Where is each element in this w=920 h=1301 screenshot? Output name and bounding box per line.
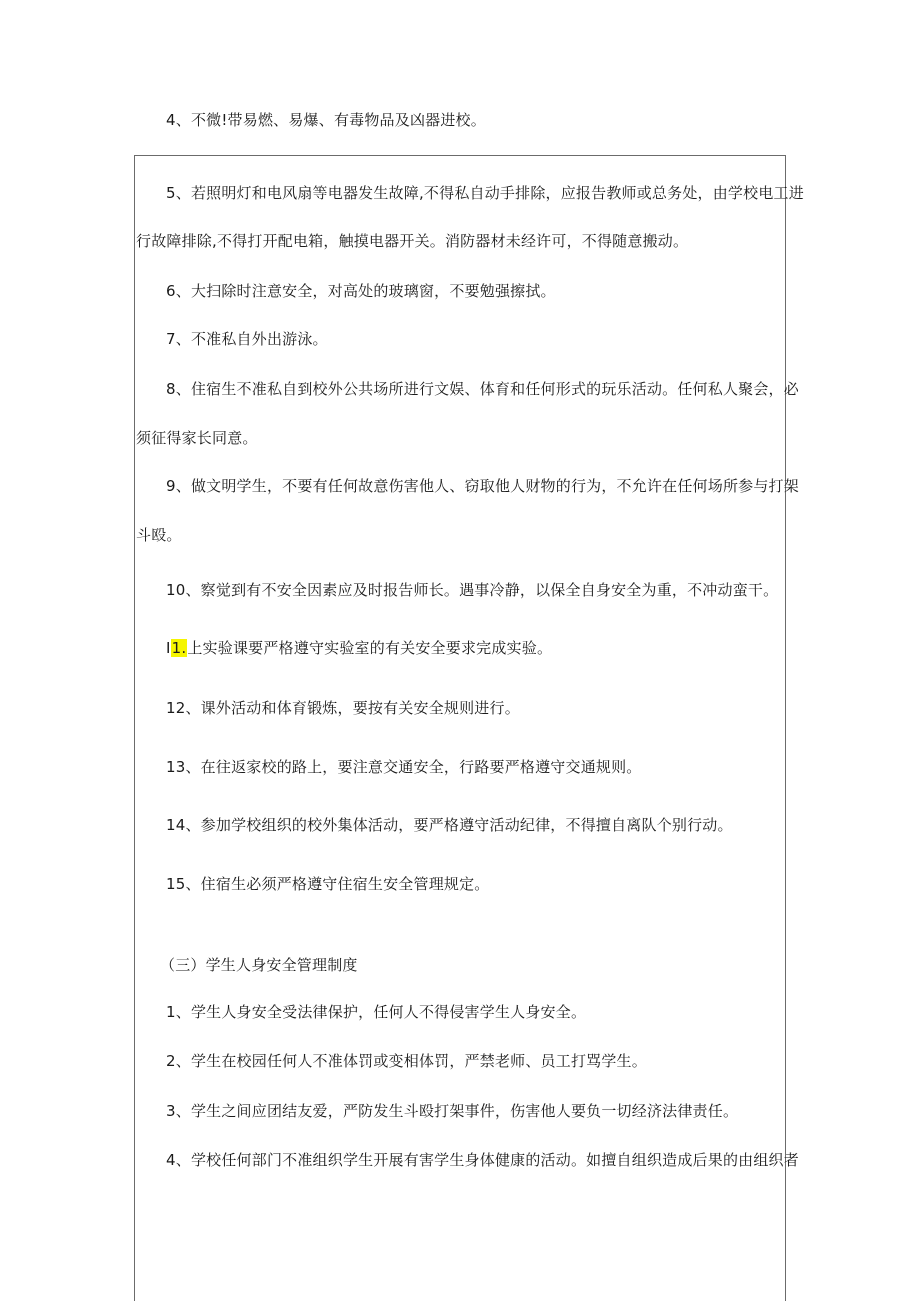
table-frame (134, 155, 786, 1301)
item-11-prefix: I (166, 639, 171, 657)
item-8-line-1: 8、住宿生不准私自到校外公共场所进行文娱、体育和任何形式的玩乐活动。任何私人聚会，必 (166, 380, 799, 398)
item-5-line-2: 行故障排除,不得打开配电箱，触摸电器开关。消防器材未经许可，不得随意搬动。 (136, 232, 689, 250)
item-7-line: 7、不准私自外出游泳。 (166, 330, 328, 348)
section-3-item-3: 3、学生之间应团结友爱，严防发生斗殴打架事件，伤害他人要负一切经济法律责任。 (166, 1102, 739, 1120)
section-3-item-4: 4、学校任何部门不准组织学生开展有害学生身体健康的活动。如擅自组织造成后果的由组织者 (166, 1151, 799, 1169)
item-11-text: 上实验课要严格遵守实验室的有关安全要求完成实验。 (187, 639, 553, 657)
item-6-line: 6、大扫除时注意安全，对高处的玻璃窗，不要勉强擦拭。 (166, 282, 556, 300)
item-9-line-1: 9、做文明学生，不要有任何故意伤害他人、窃取他人财物的行为，不允许在任何场所参与打架 (166, 477, 799, 495)
item-8-line-2: 须征得家长同意。 (136, 429, 258, 447)
item-4-line: 4、不微!带易燃、易爆、有毒物品及凶器进校。 (166, 111, 486, 129)
section-3-heading: （三）学生人身安全管理制度 (160, 956, 358, 974)
item-5-line-1: 5、若照明灯和电风扇等电器发生故障,不得私自动手排除，应报告教师或总务处，由学校电工进 (166, 184, 804, 202)
item-11-line (166, 638, 552, 658)
item-12-line: 12、课外活动和体育锻炼，要按有关安全规则进行。 (166, 699, 520, 717)
item-10-line: 10、察觉到有不安全因素应及时报告师长。遇事冷静，以保全自身安全为重，不冲动蛮干。 (166, 581, 779, 599)
item-13-line: 13、在往返家校的路上，要注意交通安全，行路要严格遵守交通规则。 (166, 758, 642, 776)
section-3-item-1: 1、学生人身安全受法律保护，任何人不得侵害学生人身安全。 (166, 1003, 587, 1021)
highlight-mark: 1. (171, 639, 187, 657)
section-3-item-2: 2、学生在校园任何人不准体罚或变相体罚，严禁老师、员工打骂学生。 (166, 1052, 647, 1070)
item-9-line-2: 斗殴。 (136, 526, 182, 544)
item-14-line: 14、参加学校组织的校外集体活动，要严格遵守活动纪律，不得擅自离队个别行动。 (166, 816, 733, 834)
item-15-line: 15、住宿生必须严格遵守住宿生安全管理规定。 (166, 875, 490, 893)
